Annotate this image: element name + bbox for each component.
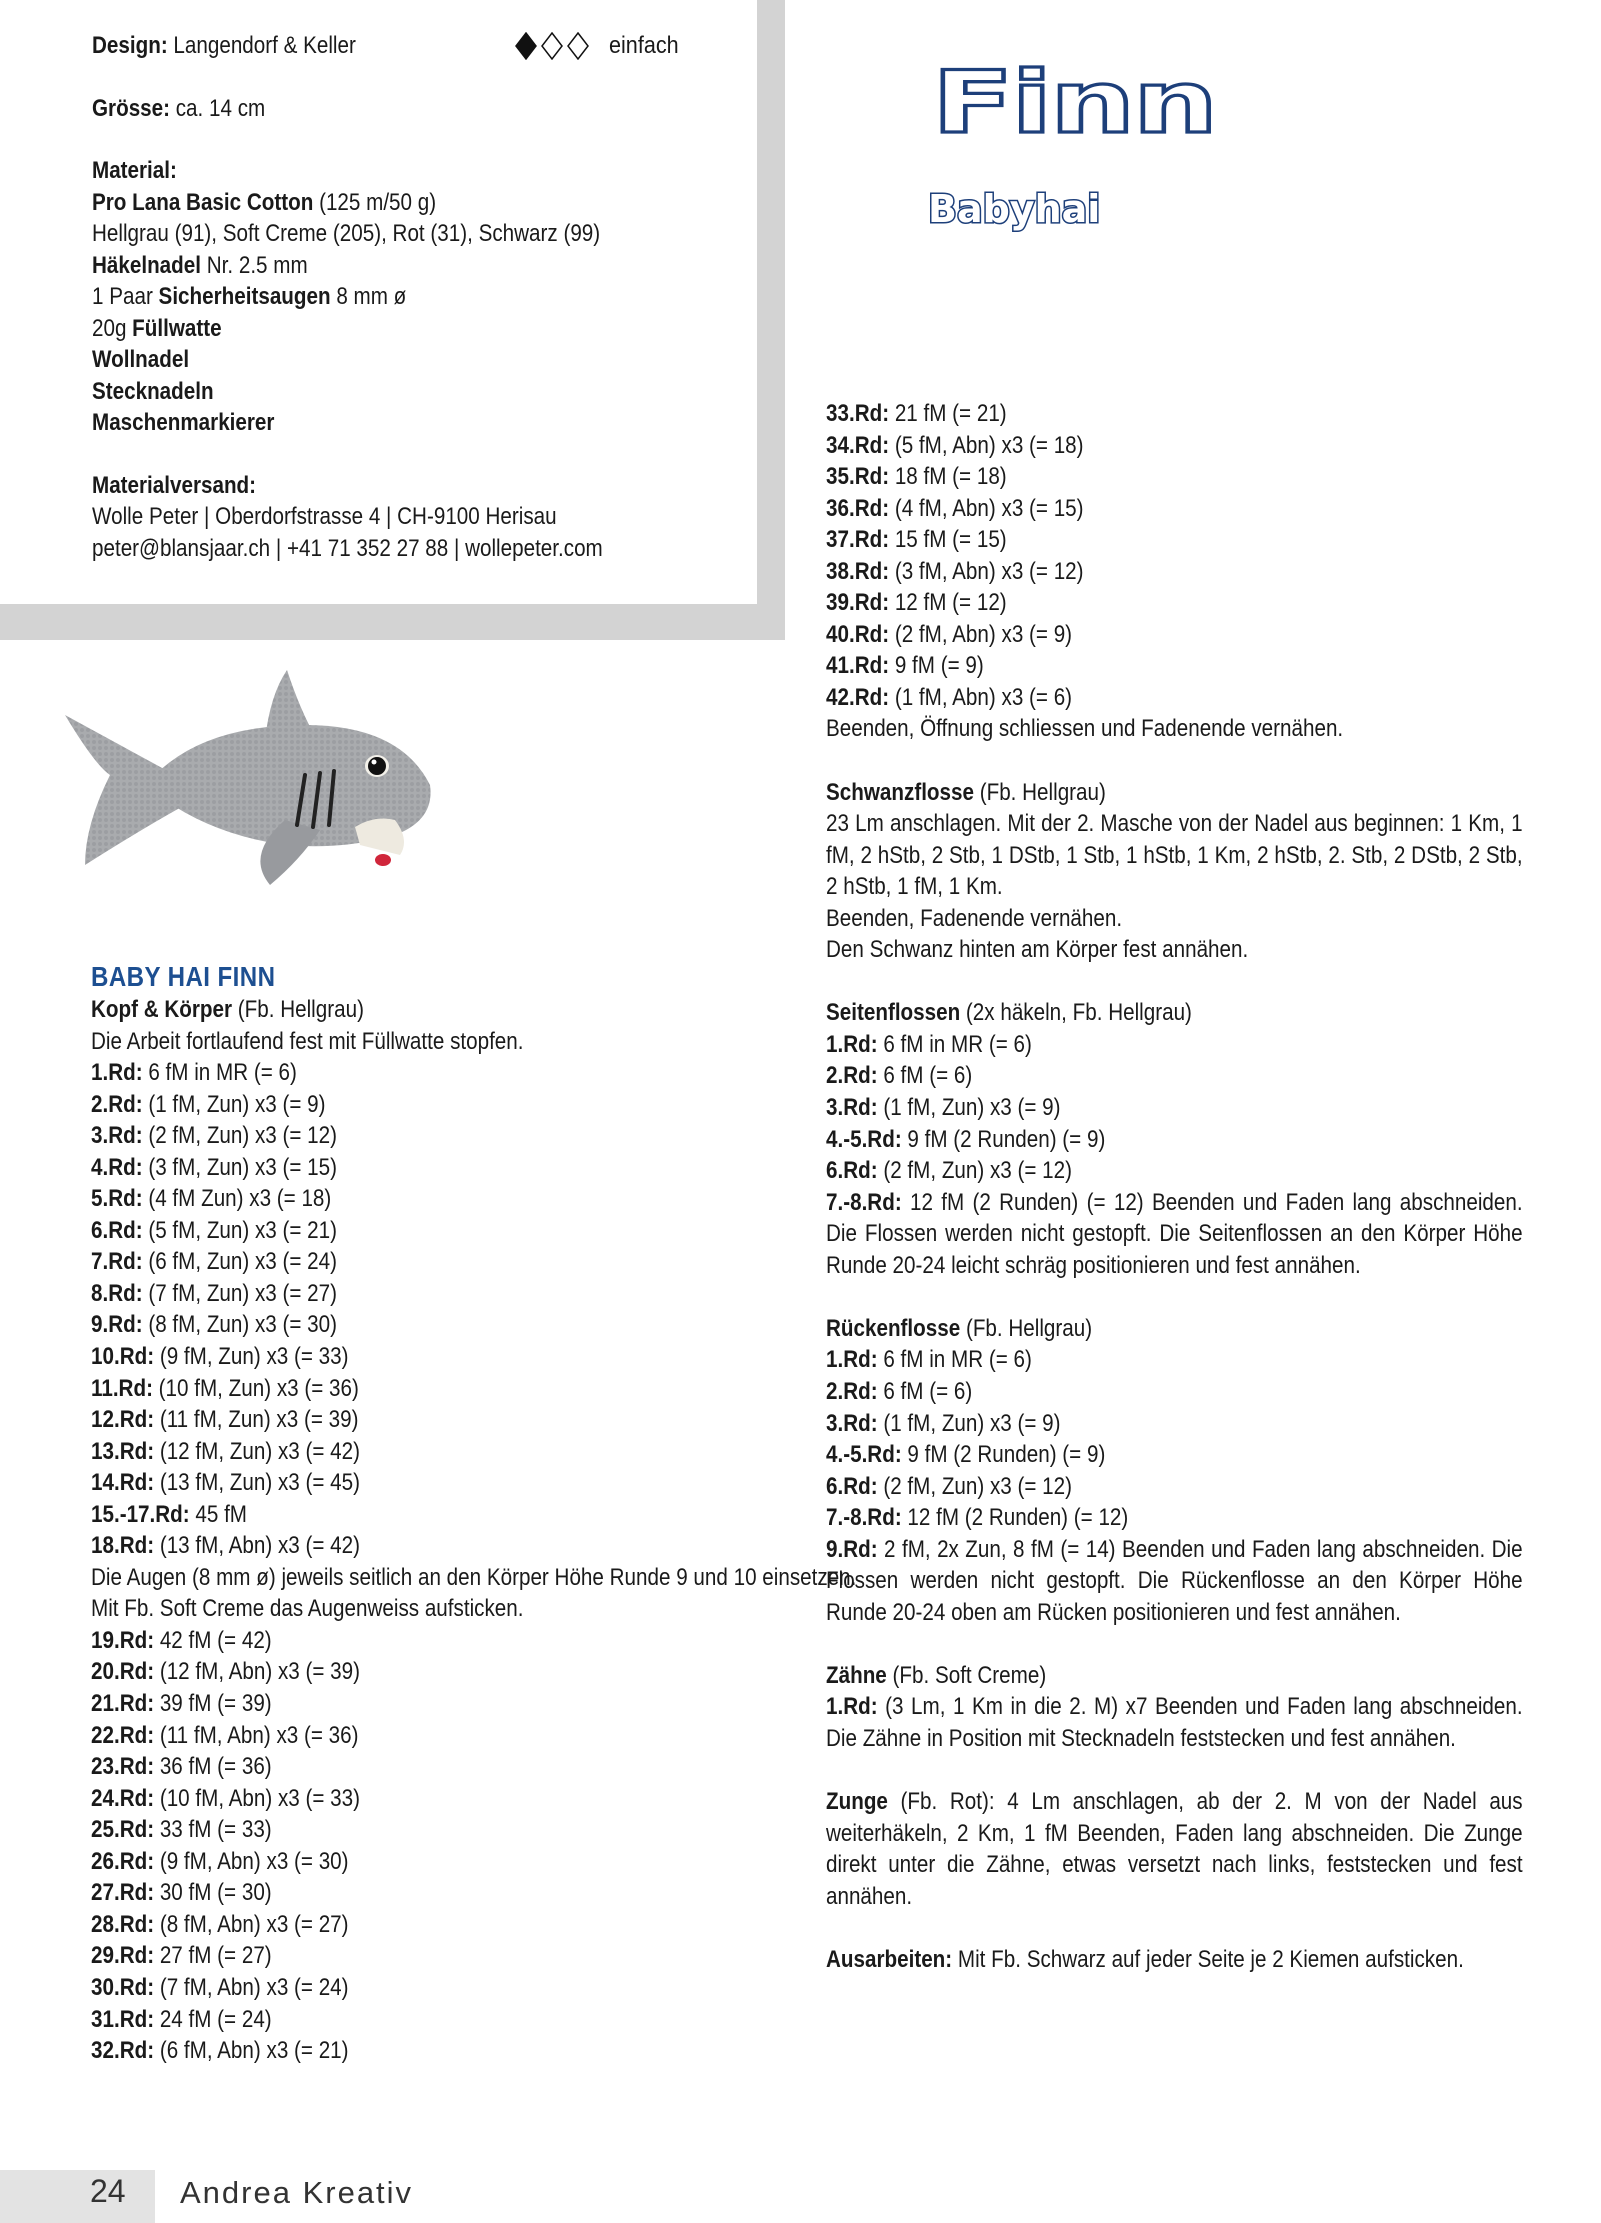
round-line (826, 1155, 1523, 1187)
round-instruction: 42 fM (= 42) (154, 1626, 272, 1654)
round-line (826, 682, 1523, 714)
round-number: 7.-8.Rd: (826, 1504, 902, 1532)
magazine-name: Andrea Kreativ (180, 2175, 414, 2210)
round-line (826, 1029, 1523, 1061)
round-number: 1.Rd: (91, 1059, 143, 1087)
round-instruction: (1 fM, Abn) x3 (= 6) (889, 683, 1073, 711)
round-line (91, 1089, 856, 1121)
round-line (91, 1909, 856, 1941)
round-instruction: 6 fM (= 6) (877, 1377, 973, 1405)
round-number: 32.Rd: (91, 2037, 155, 2065)
material-info (92, 30, 746, 564)
round-number: 18.Rd: (91, 1532, 155, 1560)
rounds-list-c (826, 398, 1523, 713)
tongue-label: Zunge (826, 1788, 888, 1816)
round-line (91, 1278, 856, 1310)
round-line (91, 1751, 856, 1783)
finishing-text: Mit Fb. Schwarz auf jeder Seite je 2 Kiemen aufsticken. (952, 1945, 1464, 1973)
round-line (91, 1246, 856, 1278)
round-line (91, 1404, 856, 1436)
round-instruction: 9 fM (2 Runden) (= 9) (901, 1125, 1106, 1153)
round-number: 24.Rd: (91, 1784, 155, 1812)
pins: Stecknadeln (92, 377, 214, 405)
round-number: 4.-5.Rd: (826, 1125, 902, 1153)
round-line (826, 556, 1523, 588)
round-line (826, 1124, 1523, 1156)
round-line (91, 1120, 856, 1152)
round-line (826, 430, 1523, 462)
round-number: 40.Rd: (826, 620, 890, 648)
teeth-round: 1.Rd: (826, 1693, 878, 1721)
round-instruction: (5 fM, Abn) x3 (= 18) (889, 431, 1084, 459)
pattern-heading: BABY HAI FINN (91, 961, 276, 992)
tail-text: 23 Lm anschlagen. Mit der 2. Masche von der Nadel aus beginnen: 1 Km, 1 fM, 2 hStb, 2 Stb, 1 DStb, 1 Stb, 1 hStb, 1 Km, 2 hStb, 2. Stb, 2 DStb, 2 Stb, 2 hStb, 1 fM, 1 Km. (826, 810, 1523, 901)
round-number: 23.Rd: (91, 1753, 155, 1781)
filling-prefix: 20g (92, 314, 133, 342)
round-line (91, 2035, 856, 2067)
round-number: 2.Rd: (826, 1062, 878, 1090)
tail-label: Schwanzflosse (826, 778, 974, 806)
round-number: 26.Rd: (91, 1847, 155, 1875)
round-number: 8.Rd: (91, 1279, 143, 1307)
round-number: 41.Rd: (826, 652, 890, 680)
round-line (91, 1215, 856, 1247)
round-instruction: (10 fM, Abn) x3 (= 33) (154, 1784, 361, 1812)
rounds-list-a (91, 1057, 856, 1562)
tail-color: (Fb. Hellgrau) (973, 778, 1106, 806)
round-line (91, 1341, 856, 1373)
round-line (91, 1057, 856, 1089)
round-line (91, 1530, 856, 1562)
round-line (91, 1720, 856, 1752)
design-value: Langendorf & Keller (167, 32, 356, 59)
round-line (91, 1972, 856, 2004)
round-number: 42.Rd: (826, 683, 890, 711)
round-instruction: (6 fM, Abn) x3 (= 21) (154, 2037, 349, 2065)
svg-text:Finn: Finn (931, 54, 1216, 153)
round-instruction: 9 fM (= 9) (889, 652, 984, 680)
round-instruction: (1 fM, Zun) x3 (= 9) (142, 1090, 326, 1118)
round-line (91, 1467, 856, 1499)
size-label: Grösse: (92, 94, 171, 122)
round-instruction: 33 fM (= 33) (154, 1816, 272, 1844)
round-line (826, 1376, 1523, 1408)
side-fin-label: Seitenflossen (826, 999, 961, 1027)
round-instruction: (1 fM, Zun) x3 (= 9) (877, 1094, 1061, 1122)
round-instruction: (9 fM, Abn) x3 (= 30) (154, 1847, 349, 1875)
head-body-intro: Die Arbeit fortlaufend fest mit Füllwatte stopfen. (91, 1027, 524, 1055)
round-number: 31.Rd: (91, 2005, 155, 2033)
side-fin-rounds (826, 1029, 1523, 1187)
round-instruction: (3 fM, Abn) x3 (= 12) (889, 557, 1084, 585)
round-instruction: (8 fM, Abn) x3 (= 27) (154, 1910, 349, 1938)
round-line (91, 1183, 856, 1215)
round-line (826, 1092, 1523, 1124)
round-number: 27.Rd: (91, 1879, 155, 1907)
round-instruction: (4 fM, Abn) x3 (= 15) (889, 494, 1084, 522)
svg-text:Babyhai: Babyhai (928, 187, 1101, 231)
round-number: 6.Rd: (91, 1216, 143, 1244)
round-line (826, 1471, 1523, 1503)
round-line (826, 619, 1523, 651)
round-line (91, 1656, 856, 1688)
round-line (91, 1688, 856, 1720)
round-line (826, 493, 1523, 525)
round-instruction: 27 fM (= 27) (154, 1942, 272, 1970)
rounds-list-b (91, 1625, 856, 2067)
round-instruction: 6 fM in MR (= 6) (877, 1346, 1032, 1374)
shipping-address: Wolle Peter | Oberdorfstrasse 4 | CH-9100 Herisau (92, 503, 557, 530)
round-line (826, 524, 1523, 556)
teeth-text: (3 Lm, 1 Km in die 2. M) x7 Beenden und Faden lang abschneiden. Die Zähne in Position mit Stecknadeln feststecken und fest annähen. (826, 1693, 1523, 1752)
round-instruction: 9 fM (2 Runden) (= 9) (901, 1441, 1106, 1469)
round-number: 30.Rd: (91, 1973, 155, 2001)
round-line (826, 398, 1523, 430)
round-instruction: (13 fM, Zun) x3 (= 45) (154, 1469, 360, 1497)
right-column (826, 398, 1523, 1975)
round-line (91, 1499, 856, 1531)
round-instruction: 12 fM (= 12) (889, 589, 1007, 617)
round-line (91, 1625, 856, 1657)
round-number: 6.Rd: (826, 1157, 878, 1185)
tail-attach: Den Schwanz hinten am Körper fest annähen. (826, 936, 1249, 964)
eyes-detail: 8 mm ø (330, 283, 407, 310)
round-instruction: (11 fM, Abn) x3 (= 36) (154, 1721, 359, 1749)
back-fin-color: (Fb. Hellgrau) (960, 1314, 1093, 1342)
round-instruction: (6 fM, Zun) x3 (= 24) (142, 1248, 338, 1276)
round-instruction: 6 fM in MR (= 6) (142, 1059, 297, 1087)
tail-finish: Beenden, Fadenende vernähen. (826, 904, 1123, 932)
subtitle-babyhai (925, 180, 1125, 236)
head-body-color: (Fb. Hellgrau) (232, 996, 364, 1023)
round-number: 4.-5.Rd: (826, 1441, 902, 1469)
round-number: 29.Rd: (91, 1942, 155, 1970)
round-instruction: (13 fM, Abn) x3 (= 42) (154, 1532, 361, 1560)
diamond-outline-icon (567, 32, 589, 60)
round-number: 20.Rd: (91, 1658, 155, 1686)
round-number: 25.Rd: (91, 1816, 155, 1844)
round-line (91, 1940, 856, 1972)
yarn-detail: (125 m/50 g) (313, 188, 437, 216)
difficulty-label: einfach (609, 32, 679, 59)
page-number: 24 (90, 2173, 126, 2209)
round-instruction: (10 fM, Zun) x3 (= 36) (152, 1374, 359, 1402)
round-instruction: (7 fM, Zun) x3 (= 27) (142, 1279, 338, 1307)
back-fin-label: Rückenflosse (826, 1314, 961, 1342)
round-number: 37.Rd: (826, 526, 890, 554)
hook-name: Häkelnadel (92, 251, 201, 279)
material-label: Material: (92, 157, 177, 184)
round-instruction: (2 fM, Zun) x3 (= 12) (877, 1472, 1073, 1500)
round-number: 3.Rd: (91, 1122, 143, 1150)
round-instruction: (1 fM, Zun) x3 (= 9) (877, 1409, 1061, 1437)
round-instruction: 39 fM (= 39) (154, 1690, 272, 1718)
round-line (826, 1344, 1523, 1376)
round-line (91, 1783, 856, 1815)
round-number: 13.Rd: (91, 1437, 155, 1465)
eyes-name: Sicherheitsaugen (158, 283, 331, 310)
diamond-outline-icon (541, 32, 563, 60)
round-line (91, 1436, 856, 1468)
round-number: 14.Rd: (91, 1469, 155, 1497)
round-number: 11.Rd: (91, 1374, 153, 1402)
round-instruction: (2 fM, Abn) x3 (= 9) (889, 620, 1073, 648)
difficulty-rating (515, 30, 686, 61)
eyes-note: Die Augen (8 mm ø) jeweils seitlich an den Körper Höhe Runde 9 und 10 einsetzen. Mit Fb. Soft Creme das Augenweiss aufsticken. (91, 1563, 857, 1623)
eyes-prefix: 1 Paar (92, 283, 159, 310)
round-line (826, 650, 1523, 682)
teeth-label: Zähne (826, 1661, 887, 1689)
round-instruction: (11 fM, Zun) x3 (= 39) (154, 1406, 359, 1434)
round-instruction: (12 fM, Zun) x3 (= 42) (154, 1437, 360, 1465)
wool-needle: Wollnadel (92, 346, 190, 373)
round-number: 2.Rd: (826, 1377, 878, 1405)
round-line (91, 1309, 856, 1341)
round-instruction: 6 fM (= 6) (877, 1062, 973, 1090)
round-number: 19.Rd: (91, 1626, 155, 1654)
finishing-label: Ausarbeiten: (826, 1945, 953, 1973)
round-instruction: (8 fM, Zun) x3 (= 30) (142, 1311, 338, 1339)
back-fin-rounds (826, 1344, 1523, 1533)
round-line (826, 1408, 1523, 1440)
round-instruction: 6 fM in MR (= 6) (877, 1030, 1032, 1058)
tongue-text: (Fb. Rot): 4 Lm anschlagen, ab der 2. M von der Nadel aus weiterhäkeln, 2 Km, 1 fM Beenden, Faden lang abschneiden. Die Zunge direkt unter die Zähne, etwas versetzt nach links, feststecken und fest annähen. (826, 1788, 1523, 1910)
round-number: 9.Rd: (91, 1311, 143, 1339)
side-fin-color: (2x häkeln, Fb. Hellgrau) (960, 999, 1192, 1027)
round-line (91, 2004, 856, 2036)
round-instruction: 12 fM (2 Runden) (= 12) (901, 1504, 1129, 1532)
round-number: 15.-17.Rd: (91, 1500, 190, 1528)
round-instruction: (7 fM, Abn) x3 (= 24) (154, 1973, 349, 2001)
round-number: 6.Rd: (826, 1472, 878, 1500)
round-number: 5.Rd: (91, 1185, 143, 1213)
finish-body: Beenden, Öffnung schliessen und Fadenende vernähen. (826, 715, 1344, 743)
round-instruction: 30 fM (= 30) (154, 1879, 272, 1907)
round-instruction: 45 fM (189, 1500, 248, 1528)
material-panel (0, 0, 757, 604)
round-line (91, 1877, 856, 1909)
side-last-round: 7.-8.Rd: (826, 1188, 902, 1216)
round-instruction: (3 fM, Zun) x3 (= 15) (142, 1153, 338, 1181)
footer-bar (0, 2170, 155, 2223)
round-number: 34.Rd: (826, 431, 890, 459)
round-instruction: 15 fM (= 15) (889, 526, 1007, 554)
round-instruction: (4 fM Zun) x3 (= 18) (142, 1185, 332, 1213)
stitch-markers: Maschenmarkierer (92, 409, 275, 436)
round-number: 7.Rd: (91, 1248, 143, 1276)
diamond-filled-icon (515, 32, 537, 60)
teeth-color: (Fb. Soft Creme) (886, 1661, 1047, 1689)
round-number: 2.Rd: (91, 1090, 143, 1118)
yarn-colors: Hellgrau (91), Soft Creme (205), Rot (31), Schwarz (99) (92, 220, 601, 247)
round-number: 4.Rd: (91, 1153, 143, 1181)
round-number: 12.Rd: (91, 1406, 155, 1434)
round-number: 39.Rd: (826, 589, 890, 617)
round-line (91, 1373, 856, 1405)
round-line (91, 1152, 856, 1184)
back-last-text: 2 fM, 2x Zun, 8 fM (= 14) Beenden und Faden lang abschneiden. Die Flossen werden nicht gestopft. Die Rückenflosse an den Körper Höhe Runde 20-24 oben am Rücken positionieren und fest annähen. (826, 1535, 1523, 1626)
hook-detail: Nr. 2.5 mm (200, 251, 308, 279)
round-instruction: (5 fM, Zun) x3 (= 21) (142, 1216, 338, 1244)
shipping-label: Materialversand: (92, 471, 257, 499)
round-number: 1.Rd: (826, 1030, 878, 1058)
shark-photo (55, 655, 475, 895)
round-instruction: 18 fM (= 18) (889, 463, 1007, 491)
round-instruction: (2 fM, Zun) x3 (= 12) (877, 1157, 1073, 1185)
round-instruction: 24 fM (= 24) (154, 2005, 272, 2033)
round-number: 21.Rd: (91, 1690, 155, 1718)
round-number: 33.Rd: (826, 400, 890, 427)
round-line (826, 587, 1523, 619)
title-finn (925, 50, 1245, 160)
left-column (91, 960, 856, 2067)
round-line (91, 1814, 856, 1846)
round-number: 3.Rd: (826, 1094, 878, 1122)
round-instruction: 21 fM (= 21) (889, 400, 1007, 427)
filling-name: Füllwatte (132, 314, 222, 342)
back-last-round: 9.Rd: (826, 1535, 878, 1563)
round-number: 22.Rd: (91, 1721, 155, 1749)
round-line (826, 1439, 1523, 1471)
round-line (826, 1502, 1523, 1534)
round-number: 10.Rd: (91, 1343, 155, 1371)
yarn-name: Pro Lana Basic Cotton (92, 188, 314, 216)
round-instruction: (9 fM, Zun) x3 (= 33) (154, 1343, 349, 1371)
shipping-contact: peter@blansjaar.ch | +41 71 352 27 88 | wollepeter.com (92, 534, 603, 562)
head-body-label: Kopf & Körper (91, 996, 233, 1023)
round-line (826, 1060, 1523, 1092)
round-instruction: (12 fM, Abn) x3 (= 39) (154, 1658, 361, 1686)
round-number: 38.Rd: (826, 557, 890, 585)
round-instruction: (2 fM, Zun) x3 (= 12) (142, 1122, 338, 1150)
side-last-text: 12 fM (2 Runden) (= 12) Beenden und Faden lang abschneiden. Die Flossen werden nicht gestopft. Die Seitenflossen an den Körper Höhe Runde 20-24 leicht schräg positionieren und fest annähen. (826, 1188, 1523, 1279)
design-label: Design: (92, 32, 168, 59)
round-line (826, 461, 1523, 493)
round-number: 1.Rd: (826, 1346, 878, 1374)
round-instruction: 36 fM (= 36) (154, 1753, 272, 1781)
size-value: ca. 14 cm (170, 94, 266, 122)
round-number: 28.Rd: (91, 1910, 155, 1938)
round-number: 3.Rd: (826, 1409, 878, 1437)
round-number: 35.Rd: (826, 463, 890, 491)
round-number: 36.Rd: (826, 494, 890, 522)
round-line (91, 1846, 856, 1878)
